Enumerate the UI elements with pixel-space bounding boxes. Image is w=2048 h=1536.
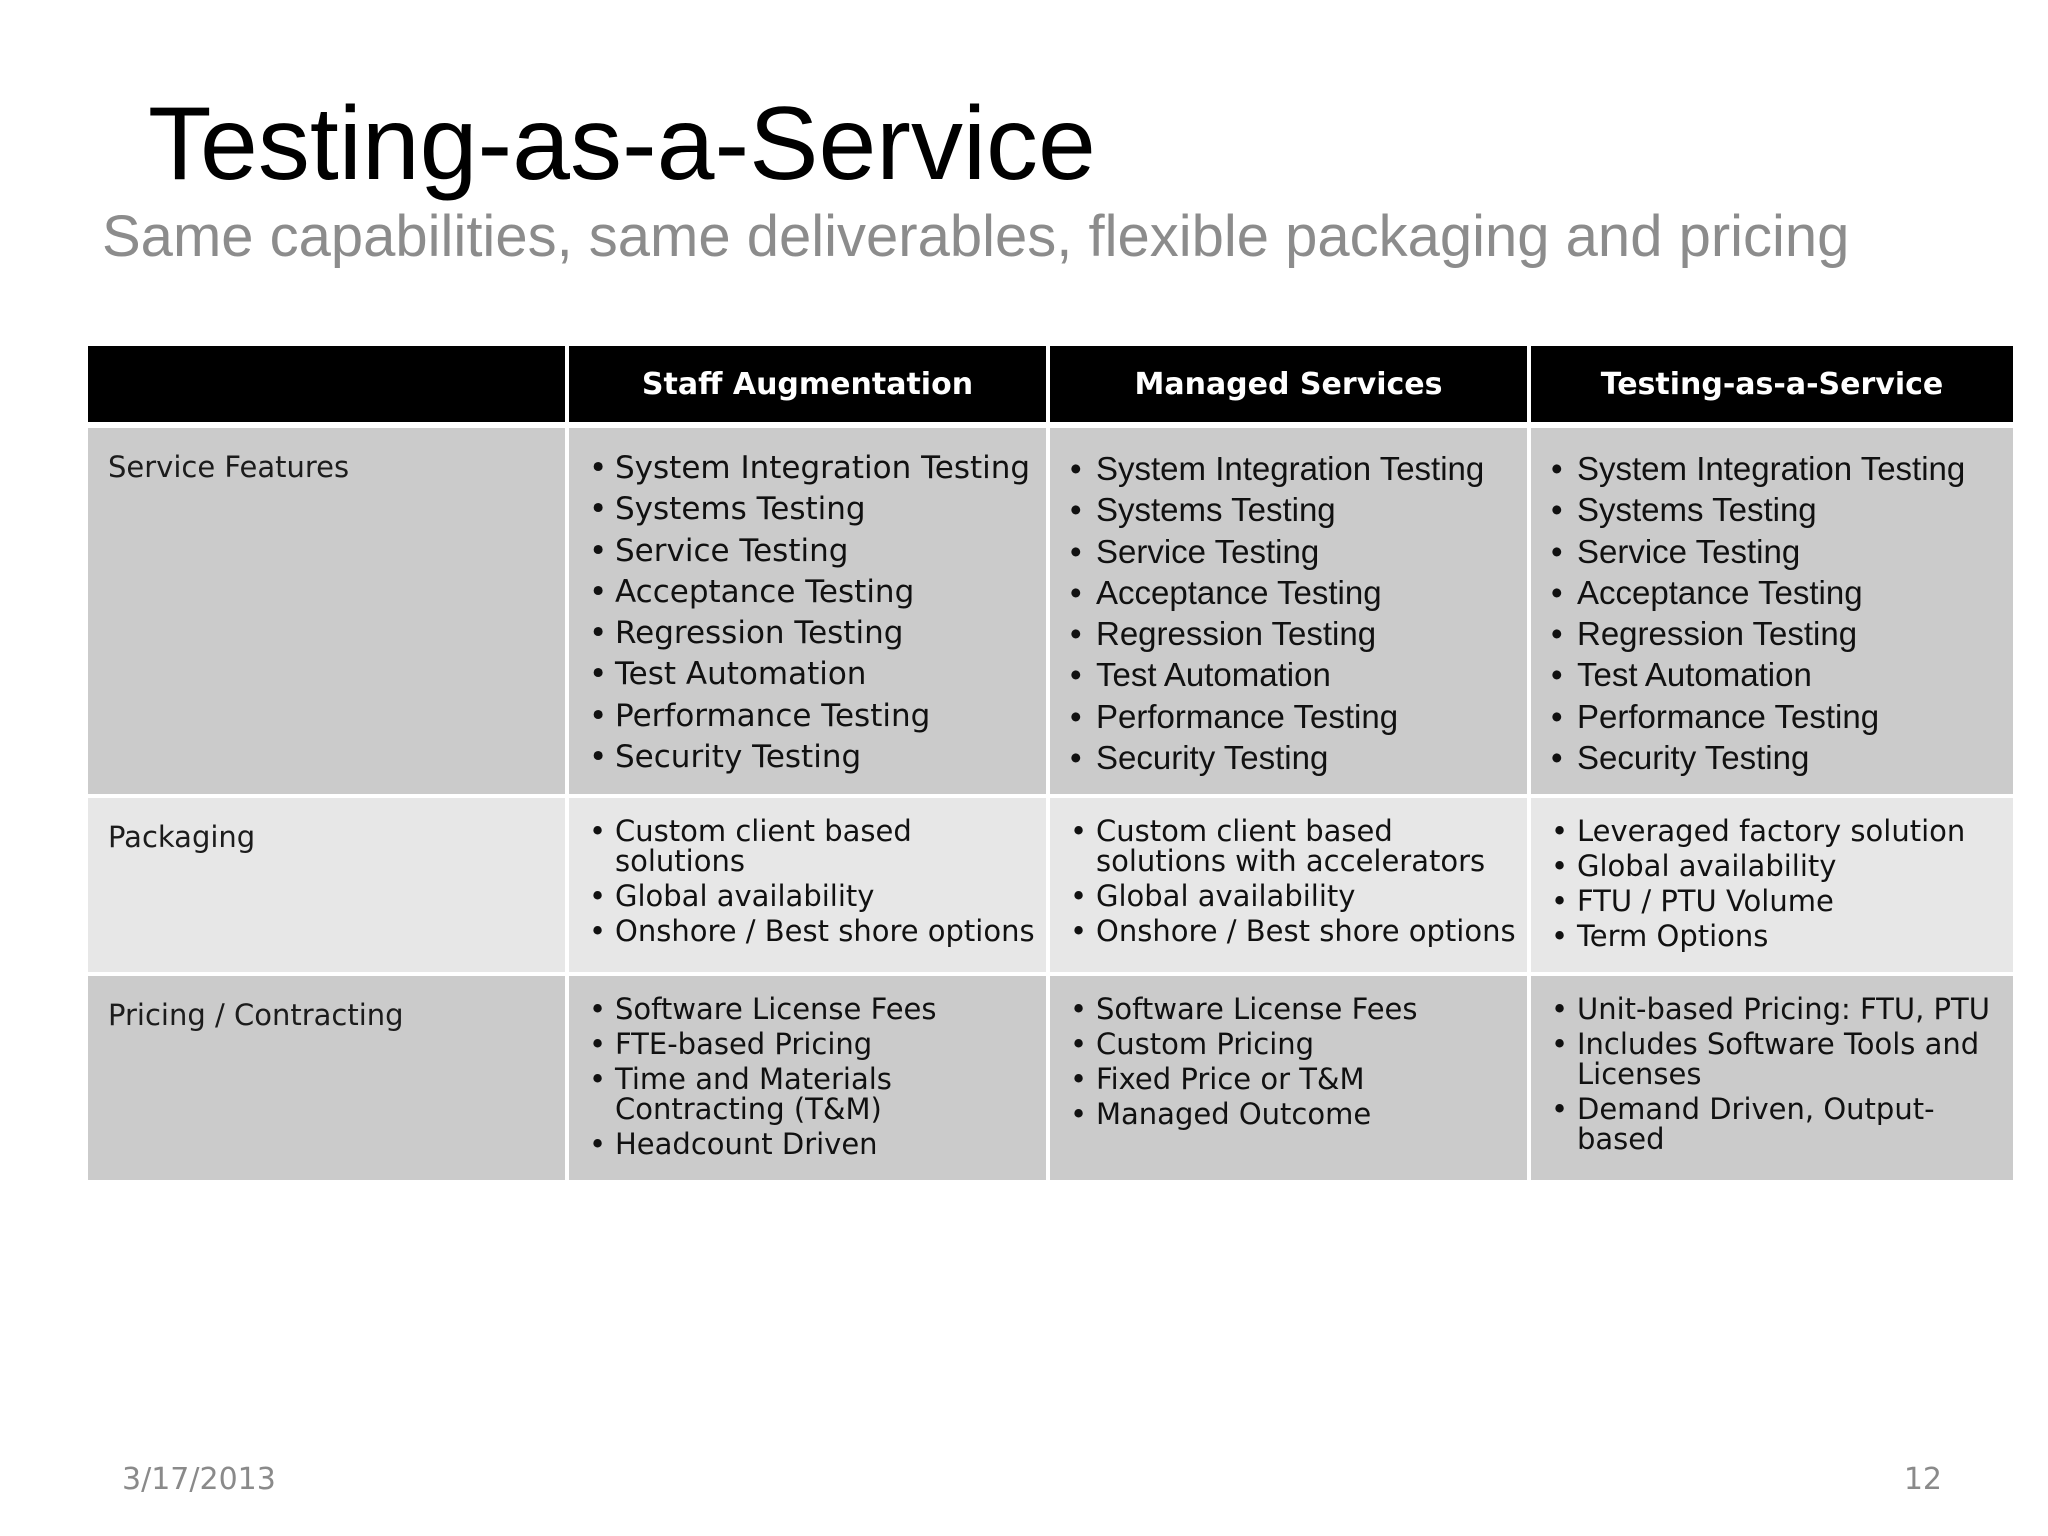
slide-date: 3/17/2013: [122, 1462, 276, 1497]
list-item: • FTU / PTU Volume: [1577, 886, 2003, 916]
list-item: • Regression Testing: [1096, 613, 1517, 654]
slide-title: Testing-as-a-Service: [148, 86, 1096, 202]
list-item: • System Integration Testing: [615, 448, 1036, 489]
list-item: • Custom client based solutions with accelerators: [1096, 816, 1517, 876]
packaging-staff-augmentation: [569, 798, 1050, 976]
header-managed-services: Managed Services: [1050, 346, 1531, 428]
list-item: • Includes Software Tools and Licenses: [1577, 1029, 2003, 1089]
service-features-managed-services: [1050, 428, 1531, 798]
list-item: • Software License Fees: [1096, 994, 1517, 1024]
list-item: • Term Options: [1577, 921, 2003, 951]
row-label-packaging: Packaging: [88, 798, 569, 976]
pricing-list: [1531, 976, 2013, 1154]
list-item: • Onshore / Best shore options: [1096, 916, 1517, 946]
list-item: • Fixed Price or T&M: [1096, 1064, 1517, 1094]
list-item: • System Integration Testing: [1577, 448, 2003, 489]
row-label-pricing-contracting: Pricing / Contracting: [88, 976, 569, 1184]
list-item: • Test Automation: [615, 654, 1036, 695]
list-item: • Acceptance Testing: [1577, 572, 2003, 613]
list-item: • Demand Driven, Output-based: [1577, 1094, 2003, 1154]
list-item: • Time and Materials Contracting (T&M): [615, 1064, 1036, 1124]
page-number: 12: [1903, 1462, 1942, 1497]
packaging-list: [569, 798, 1046, 946]
list-item: • Service Testing: [1577, 531, 2003, 572]
service-features-staff-augmentation: [569, 428, 1050, 798]
list-item: • Regression Testing: [615, 613, 1036, 654]
list-item: • Security Testing: [615, 737, 1036, 778]
service-features-testing-as-a-service: [1531, 428, 2013, 798]
list-item: • Systems Testing: [1577, 489, 2003, 530]
list-item: • Software License Fees: [615, 994, 1036, 1024]
list-item: • Performance Testing: [1577, 696, 2003, 737]
feature-list: [569, 428, 1046, 778]
list-item: • Acceptance Testing: [615, 572, 1036, 613]
feature-list: [1050, 428, 1527, 778]
pricing-staff-augmentation: [569, 976, 1050, 1184]
packaging-list: [1531, 798, 2013, 951]
packaging-list: [1050, 798, 1527, 946]
list-item: • Systems Testing: [615, 489, 1036, 530]
header-staff-augmentation: Staff Augmentation: [569, 346, 1050, 428]
list-item: • Custom Pricing: [1096, 1029, 1517, 1059]
list-item: • Global availability: [1577, 851, 2003, 881]
packaging-testing-as-a-service: [1531, 798, 2013, 976]
header-testing-as-a-service: Testing-as-a-Service: [1531, 346, 2013, 428]
slide-subtitle: Same capabilities, same deliverables, flexible packaging and pricing: [102, 204, 1850, 269]
list-item: • Security Testing: [1096, 737, 1517, 778]
list-item: • Onshore / Best shore options: [615, 916, 1036, 946]
list-item: • Service Testing: [615, 531, 1036, 572]
list-item: • Test Automation: [1577, 654, 2003, 695]
list-item: • Performance Testing: [615, 696, 1036, 737]
pricing-managed-services: [1050, 976, 1531, 1184]
list-item: • Global availability: [615, 881, 1036, 911]
comparison-table: [88, 346, 2013, 1184]
header-empty-cell: [88, 346, 569, 428]
list-item: • Global availability: [1096, 881, 1517, 911]
pricing-testing-as-a-service: [1531, 976, 2013, 1184]
list-item: • Security Testing: [1577, 737, 2003, 778]
list-item: • Leveraged factory solution: [1577, 816, 2003, 846]
list-item: • Headcount Driven: [615, 1129, 1036, 1159]
list-item: • Systems Testing: [1096, 489, 1517, 530]
list-item: • Unit-based Pricing: FTU, PTU: [1577, 994, 2003, 1024]
list-item: • Performance Testing: [1096, 696, 1517, 737]
feature-list: [1531, 428, 2013, 778]
row-label-service-features: Service Features: [88, 428, 569, 798]
list-item: • Service Testing: [1096, 531, 1517, 572]
list-item: • Test Automation: [1096, 654, 1517, 695]
pricing-list: [569, 976, 1046, 1159]
list-item: • Managed Outcome: [1096, 1099, 1517, 1129]
list-item: • FTE-based Pricing: [615, 1029, 1036, 1059]
list-item: • Acceptance Testing: [1096, 572, 1517, 613]
pricing-list: [1050, 976, 1527, 1129]
packaging-managed-services: [1050, 798, 1531, 976]
list-item: • Regression Testing: [1577, 613, 2003, 654]
list-item: • System Integration Testing: [1096, 448, 1517, 489]
list-item: • Custom client based solutions: [615, 816, 1036, 876]
